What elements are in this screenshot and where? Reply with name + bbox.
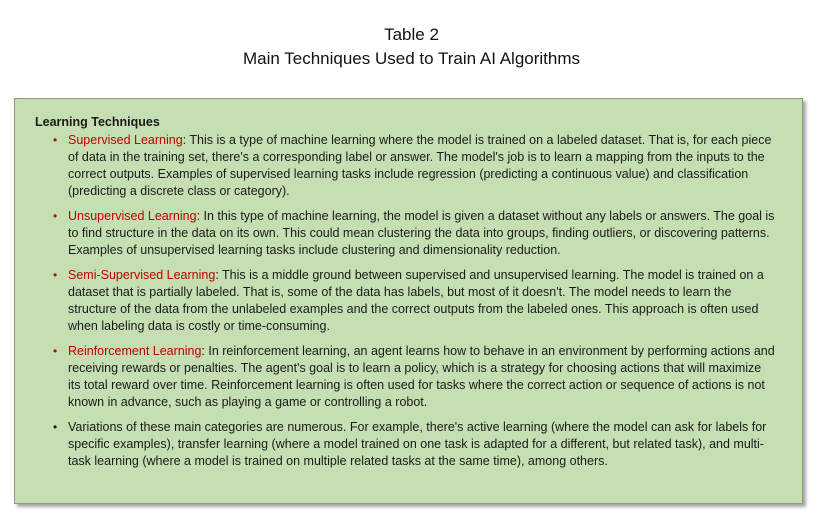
- section-heading: Learning Techniques: [35, 115, 160, 129]
- bullet-icon: •: [53, 268, 58, 282]
- bullet-icon: •: [53, 344, 58, 358]
- table-title: Main Techniques Used to Train AI Algorithms: [242, 49, 581, 68]
- description-semi-supervised: : This is a middle ground between supervised and unsupervised learning. The model is trained on a dataset that is partially labeled. That is, some of the data has labels, but most of it doesn't. The model needs to learn the structure of the data from the unlabeled examples and the correct outputs from the labeled ones. This approach is often used when labeling data is costly or time-consuming.: [68, 268, 764, 333]
- term-reinforcement: Reinforcement Learning: [68, 344, 202, 358]
- term-supervised: Supervised Learning: [68, 133, 183, 147]
- techniques-list: [15, 132, 775, 478]
- term-semi-supervised: Semi-Supervised Learning: [68, 268, 216, 282]
- term-unsupervised: Unsupervised Learning: [68, 209, 197, 223]
- description-variations: Variations of these main categories are numerous. For example, there's active learning (where the model can ask for labels for specific examples), transfer learning (where a model trained on one task is adapted for a different, but related task), and multi-task learning (where a model is trained on multiple related tasks at the same time), among others.: [68, 420, 767, 468]
- bullet-icon: •: [53, 133, 58, 147]
- description-reinforcement: : In reinforcement learning, an agent learns how to behave in an environment by performing actions and receiving rewards or penalties. The agent's goal is to learn a policy, which is a strategy for choosing actions that will maximize its total reward over time. Reinforcement learning is often used for tasks where the correct action or sequence of actions is not known in advance, such as playing a game or controlling a robot.: [68, 344, 775, 409]
- list-item-variations: [15, 419, 775, 470]
- table-number: Table 2: [384, 25, 439, 44]
- list-item-unsupervised: [15, 208, 775, 259]
- bullet-icon: •: [53, 420, 58, 434]
- bullet-icon: •: [53, 209, 58, 223]
- description-unsupervised: : In this type of machine learning, the model is given a dataset without any labels or answers. The goal is to find structure in the data on its own. This could mean clustering the data into groups, finding outliers, or discovering patterns. Examples of unsupervised learning tasks include clustering and dimensionality reduction.: [68, 209, 775, 257]
- list-item-reinforcement: [15, 343, 775, 411]
- description-supervised: : This is a type of machine learning where the model is trained on a labeled dataset. That is, for each piece of data in the training set, there's a corresponding label or answer. The model's job is to learn a mapping from the inputs to the correct outputs. Examples of supervised learning tasks include regression (predicting a continuous value) and classification (predicting a discrete class or category).: [68, 133, 772, 198]
- list-item-semi-supervised: [15, 267, 775, 335]
- learning-techniques-box: [14, 98, 803, 504]
- list-item-supervised: [15, 132, 775, 200]
